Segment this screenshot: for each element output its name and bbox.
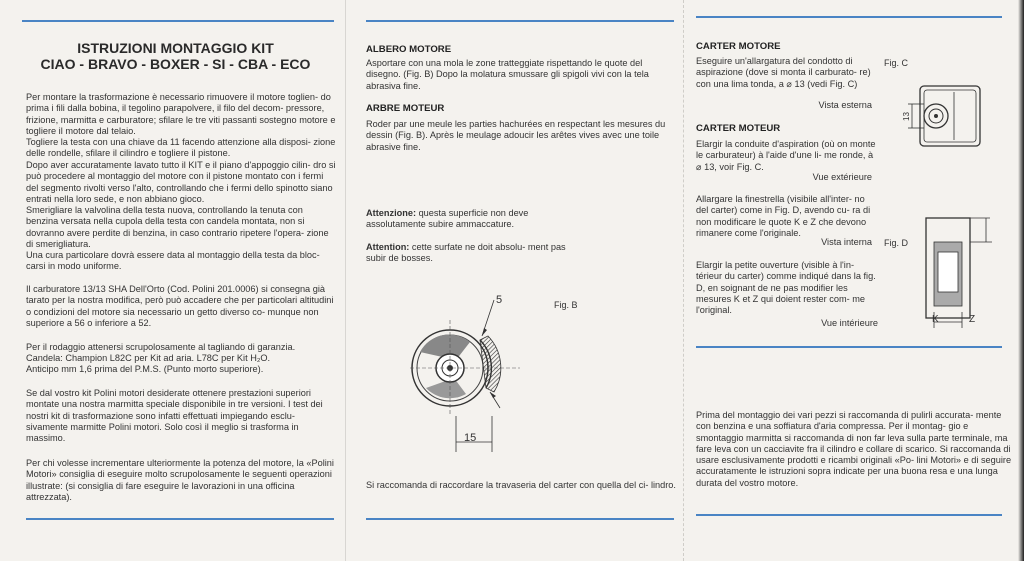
heading-carter-motore: CARTER MOTORE [696, 41, 781, 52]
paragraph-assembly: Dopo aver accuratamente lavato tutto il KIT e il piano d'appoggio cilin- dro si può procedere al montaggio del motore con il pistone montato con i fermi del segmento rivolti verso l'alto, controllando che i fermi dello spinotto siano entrati nella loro sede, e non abbiano gioco. [26, 160, 336, 204]
text-allargare-finestrella: Allargare la finestrella (visibile all'inter- no del carter) come in Fig. D, avendo cu- ra di non modificare le quote K e Z che devono rimanere come l'originale. [696, 194, 871, 238]
heading-carter-moteur: CARTER MOTEUR [696, 123, 781, 134]
top-rule [366, 20, 674, 22]
paragraph-spark-plug: Candela: Champion L82C per Kit ad aria. L78C per Kit H₂O. [26, 353, 271, 363]
label-vue-interieure: Vue intérieure [821, 318, 878, 328]
page-column-3 [683, 0, 1024, 561]
paragraph-carburetor: Il carburatore 13/13 SHA Dell'Orto (Cod. Polini 201.0006) si consegna già tarato per la nostra modifica, però può accadere che per particolari altitudini o condizioni del motore sia necessario un getto diverso co- munque non superiore a 56 o inferiore a 52. [26, 284, 334, 328]
scan-edge-shadow [1018, 0, 1024, 561]
fig-d-drawing [920, 212, 998, 328]
text-arbre-moteur: Roder par une meule les parties hachurées en respectant les mesures du dessin (Fig. B). Après le meulage adoucir les arêtes vives avec une toile abrasive fine. [366, 119, 666, 152]
attention-label-fr: Attention: [366, 242, 410, 252]
fig-c-label: Fig. C [884, 58, 909, 68]
label-vista-esterna: Vista esterna [818, 100, 872, 110]
dimension-15: 15 [464, 432, 477, 444]
footer-travaseria: Si raccomanda di raccordare la travaseria del carter con quella del ci- lindro. [366, 480, 676, 490]
fig-c-drawing [906, 82, 984, 154]
dimension-K: K [932, 314, 939, 325]
top-rule [22, 20, 334, 22]
attention-italian [366, 208, 566, 231]
footer-cleaning-advice: Prima del montaggio dei vari pezzi si raccomanda di pulirli accurata- mente con benzina e una soffiatura d'aria compressa. Per il montag- gio e smontaggio marmitta si raccomanda di non far leva sulla parte terminale, ma fare leva con un cacciavite fra il cilindro e collare di scarico. Si raccomanda di usare esclusivamente prodotti e ricambi originali «Po- lini Motori» e di seguire accuratamente le istruzioni sopra indicate per una buona resa e una lunga durata del vostro motore. [696, 410, 1012, 488]
paragraph-remove-head: Togliere la testa con una chiave da 11 facendo attenzione alla disposi- zione delle rondelle, sfilare il cilindro e togliere il pistone. [26, 137, 336, 159]
dimension-13: 13 [901, 112, 911, 121]
fig-d-label: Fig. D [884, 238, 909, 248]
crankshaft-drawing [408, 290, 528, 455]
bottom-rule [366, 518, 674, 520]
label-vue-exterieure: Vue extérieure [812, 172, 872, 182]
page-column-2 [345, 0, 684, 561]
doc-title-line1: ISTRUZIONI MONTAGGIO KIT [77, 40, 274, 56]
middle-rule [696, 346, 1002, 348]
attention-label-it: Attenzione: [366, 208, 417, 218]
attention-french [366, 242, 566, 265]
paragraph-valve: Smerigliare la valvolina della testa nuova, controllando la tenuta con benzina versata nella cupola della testa con candela montata, non si dovranno avere perdite di benzina, in caso contrario ripetere l'opera- zione di smerigliatura. [26, 205, 329, 249]
page-column-1 [0, 0, 345, 561]
top-rule [696, 16, 1002, 18]
heading-arbre-moteur: ARBRE MOTEUR [366, 103, 445, 114]
text-carter-moteur: Elargir la conduite d'aspiration (où on monte le carburateur) à l'aide d'une li- me ronde, à ⌀ 13, voir Fig. C. [696, 139, 876, 172]
paragraph-exhaust: Se dal vostro kit Polini motori desiderate ottenere prestazioni superiori montate una nostra marmitta speciale disponibile in tre versioni. I test dei nostri kit di trasformazione sono infatti effettuati impiegando esclu- sivamente marmitte Polini motori. Solo così il meglio si trasforma in massimo. [26, 388, 323, 444]
paragraph-head-tighten: Una cura particolare dovrà essere data al montaggio della testa da bloc- carsi in modo uniforme. [26, 250, 320, 272]
paragraph-more-power: Per chi volesse incrementare ulteriormente la potenza del motore, la «Polini Motori» consiglia di eseguire molto scrupolosamente le seguenti operazioni illustrate: (si consiglia di fare eseguire le lavorazioni in una officina attrezzata). [26, 458, 334, 502]
bottom-rule [696, 514, 1002, 516]
bottom-rule [26, 518, 334, 520]
dimension-Z: Z [969, 314, 976, 325]
text-elargir-ouverture: Elargir la petite ouverture (visible à l'in- térieur du carter) comme indiqué dans la fig. D, en soignant de ne pas modifier les mesures K et Z qui doient rester com- me l'original. [696, 260, 876, 316]
text-carter-motore: Eseguire un'allargatura del condotto di aspirazione (dove si monta il carburato- re) con una lima tonda, a ⌀ 13 (vedi Fig. C) [696, 56, 871, 89]
attention-text-fr: cette surfate ne doit absolu- ment pas subir de bosses. [366, 242, 566, 264]
paragraph-remove-engine: Per montare la trasformazione è necessario rimuovere il motore toglien- do prima i fili dalla bobina, il tegolino parapolvere, il filo del decom- pressore, frizione, marmitta e carburatore; sfilare le tre viti passanti sostegno motore e togliere il motore dal telaio. [26, 92, 336, 136]
attention-text-it: questa superficie non deve assolutamente subire ammaccature. [366, 208, 529, 230]
paragraph-running-in: Per il rodaggio attenersi scrupolosamente al tagliando di garanzia. [26, 342, 296, 352]
fig-b-label: Fig. B [554, 300, 578, 310]
heading-albero-motore: ALBERO MOTORE [366, 44, 452, 55]
paragraph-advance: Anticipo mm 1,6 prima del P.M.S. (Punto morto superiore). [26, 364, 264, 374]
text-albero-motore: Asportare con una mola le zone tratteggiate rispettando le quote del disegno. (Fig. B) Dopo la molatura smussare gli spigoli vivi con la tela abrasiva fine. [366, 58, 649, 91]
label-vista-interna: Vista interna [821, 237, 872, 247]
dimension-5: 5 [496, 294, 503, 306]
doc-title-line2: CIAO - BRAVO - BOXER - SI - CBA - ECO [40, 56, 311, 72]
